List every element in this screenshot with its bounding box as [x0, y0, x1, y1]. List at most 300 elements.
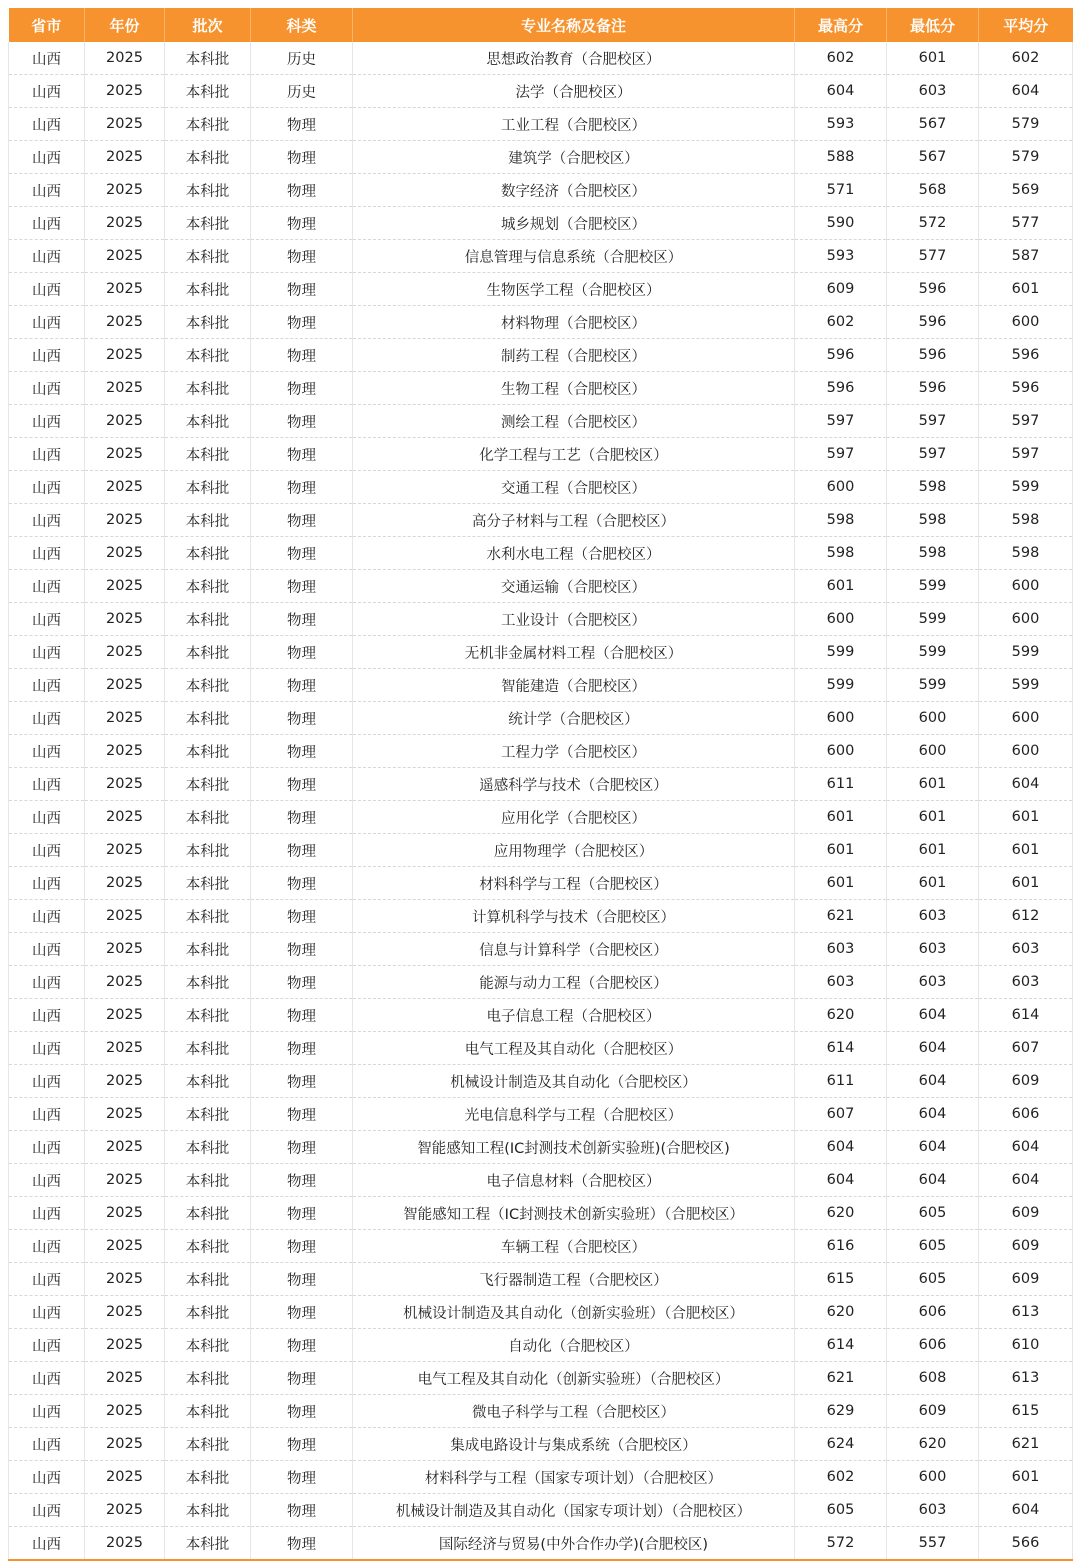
- cell-year: 2025: [85, 1494, 165, 1527]
- cell-batch: 本科批: [165, 537, 251, 570]
- cell-year: 2025: [85, 1098, 165, 1131]
- cell-max-score: 600: [795, 735, 887, 768]
- cell-avg-score: 566: [979, 1527, 1073, 1561]
- cell-min-score: 599: [887, 603, 979, 636]
- cell-subject-type: 物理: [251, 900, 353, 933]
- table-row: [9, 1494, 1073, 1527]
- cell-subject-type: 物理: [251, 1494, 353, 1527]
- cell-batch: 本科批: [165, 273, 251, 306]
- cell-max-score: 596: [795, 339, 887, 372]
- cell-major-name: 交通工程（合肥校区）: [353, 471, 795, 504]
- table-row: [9, 570, 1073, 603]
- cell-min-score: 601: [887, 801, 979, 834]
- cell-avg-score: 599: [979, 636, 1073, 669]
- cell-max-score: 590: [795, 207, 887, 240]
- table-row: [9, 999, 1073, 1032]
- cell-major-name: 电子信息材料（合肥校区）: [353, 1164, 795, 1197]
- cell-subject-type: 物理: [251, 735, 353, 768]
- cell-year: 2025: [85, 537, 165, 570]
- header-max-score: 最高分: [795, 8, 887, 42]
- cell-batch: 本科批: [165, 768, 251, 801]
- cell-min-score: 603: [887, 966, 979, 999]
- table-row: [9, 735, 1073, 768]
- cell-year: 2025: [85, 1527, 165, 1561]
- cell-province: 山西: [9, 768, 85, 801]
- cell-major-name: 飞行器制造工程（合肥校区）: [353, 1263, 795, 1296]
- cell-batch: 本科批: [165, 1362, 251, 1395]
- cell-province: 山西: [9, 1131, 85, 1164]
- cell-batch: 本科批: [165, 1197, 251, 1230]
- cell-year: 2025: [85, 273, 165, 306]
- cell-max-score: 611: [795, 1065, 887, 1098]
- cell-min-score: 605: [887, 1230, 979, 1263]
- cell-min-score: 600: [887, 702, 979, 735]
- cell-province: 山西: [9, 108, 85, 141]
- cell-subject-type: 物理: [251, 1263, 353, 1296]
- cell-subject-type: 物理: [251, 768, 353, 801]
- cell-batch: 本科批: [165, 1461, 251, 1494]
- cell-min-score: 606: [887, 1329, 979, 1362]
- cell-max-score: 600: [795, 603, 887, 636]
- cell-year: 2025: [85, 768, 165, 801]
- cell-max-score: 601: [795, 801, 887, 834]
- cell-subject-type: 物理: [251, 240, 353, 273]
- cell-batch: 本科批: [165, 207, 251, 240]
- cell-max-score: 588: [795, 141, 887, 174]
- cell-province: 山西: [9, 42, 85, 75]
- cell-avg-score: 603: [979, 966, 1073, 999]
- cell-year: 2025: [85, 1131, 165, 1164]
- cell-year: 2025: [85, 174, 165, 207]
- cell-batch: 本科批: [165, 1131, 251, 1164]
- cell-subject-type: 物理: [251, 801, 353, 834]
- cell-year: 2025: [85, 933, 165, 966]
- cell-subject-type: 物理: [251, 1098, 353, 1131]
- header-province: 省市: [9, 8, 85, 42]
- cell-year: 2025: [85, 1428, 165, 1461]
- cell-subject-type: 历史: [251, 75, 353, 108]
- cell-batch: 本科批: [165, 999, 251, 1032]
- cell-subject-type: 物理: [251, 372, 353, 405]
- cell-subject-type: 物理: [251, 174, 353, 207]
- cell-batch: 本科批: [165, 1164, 251, 1197]
- cell-major-name: 建筑学（合肥校区）: [353, 141, 795, 174]
- cell-avg-score: 601: [979, 273, 1073, 306]
- table-row: [9, 702, 1073, 735]
- cell-province: 山西: [9, 1230, 85, 1263]
- cell-min-score: 609: [887, 1395, 979, 1428]
- table-row: [9, 504, 1073, 537]
- cell-avg-score: 606: [979, 1098, 1073, 1131]
- cell-subject-type: 物理: [251, 108, 353, 141]
- cell-year: 2025: [85, 471, 165, 504]
- cell-year: 2025: [85, 900, 165, 933]
- cell-max-score: 620: [795, 1197, 887, 1230]
- cell-major-name: 工业工程（合肥校区）: [353, 108, 795, 141]
- cell-province: 山西: [9, 669, 85, 702]
- table-row: [9, 42, 1073, 75]
- cell-batch: 本科批: [165, 339, 251, 372]
- cell-min-score: 605: [887, 1197, 979, 1230]
- cell-max-score: 599: [795, 636, 887, 669]
- cell-min-score: 601: [887, 42, 979, 75]
- cell-max-score: 602: [795, 1461, 887, 1494]
- cell-batch: 本科批: [165, 1065, 251, 1098]
- cell-avg-score: 599: [979, 471, 1073, 504]
- cell-major-name: 遥感科学与技术（合肥校区）: [353, 768, 795, 801]
- cell-subject-type: 物理: [251, 603, 353, 636]
- cell-avg-score: 604: [979, 75, 1073, 108]
- cell-major-name: 智能建造（合肥校区）: [353, 669, 795, 702]
- table-row: [9, 636, 1073, 669]
- cell-province: 山西: [9, 1098, 85, 1131]
- cell-avg-score: 613: [979, 1296, 1073, 1329]
- cell-batch: 本科批: [165, 801, 251, 834]
- table-row: [9, 933, 1073, 966]
- cell-min-score: 605: [887, 1263, 979, 1296]
- cell-avg-score: 597: [979, 438, 1073, 471]
- cell-avg-score: 600: [979, 702, 1073, 735]
- cell-province: 山西: [9, 570, 85, 603]
- header-major-name: 专业名称及备注: [353, 8, 795, 42]
- table-row: [9, 1461, 1073, 1494]
- cell-avg-score: 596: [979, 339, 1073, 372]
- cell-batch: 本科批: [165, 966, 251, 999]
- cell-batch: 本科批: [165, 735, 251, 768]
- cell-batch: 本科批: [165, 1263, 251, 1296]
- cell-avg-score: 600: [979, 735, 1073, 768]
- cell-avg-score: 597: [979, 405, 1073, 438]
- cell-year: 2025: [85, 1263, 165, 1296]
- table-row: [9, 1263, 1073, 1296]
- cell-avg-score: 598: [979, 504, 1073, 537]
- table-body: [9, 42, 1073, 1560]
- cell-min-score: 603: [887, 75, 979, 108]
- cell-year: 2025: [85, 207, 165, 240]
- admission-score-table: [8, 8, 1073, 1561]
- cell-subject-type: 物理: [251, 339, 353, 372]
- cell-year: 2025: [85, 570, 165, 603]
- cell-province: 山西: [9, 1494, 85, 1527]
- cell-max-score: 601: [795, 570, 887, 603]
- cell-major-name: 能源与动力工程（合肥校区）: [353, 966, 795, 999]
- table-row: [9, 438, 1073, 471]
- cell-major-name: 机械设计制造及其自动化（国家专项计划）（合肥校区）: [353, 1494, 795, 1527]
- cell-avg-score: 609: [979, 1065, 1073, 1098]
- cell-major-name: 集成电路设计与集成系统（合肥校区）: [353, 1428, 795, 1461]
- cell-min-score: 603: [887, 933, 979, 966]
- cell-max-score: 602: [795, 42, 887, 75]
- cell-avg-score: 600: [979, 603, 1073, 636]
- cell-major-name: 测绘工程（合肥校区）: [353, 405, 795, 438]
- cell-subject-type: 物理: [251, 834, 353, 867]
- cell-min-score: 604: [887, 1098, 979, 1131]
- cell-year: 2025: [85, 405, 165, 438]
- table-row: [9, 339, 1073, 372]
- cell-subject-type: 物理: [251, 1428, 353, 1461]
- cell-avg-score: 579: [979, 141, 1073, 174]
- table-row: [9, 801, 1073, 834]
- cell-province: 山西: [9, 273, 85, 306]
- cell-min-score: 577: [887, 240, 979, 273]
- table-row: [9, 1527, 1073, 1561]
- cell-subject-type: 物理: [251, 669, 353, 702]
- cell-min-score: 600: [887, 1461, 979, 1494]
- cell-major-name: 高分子材料与工程（合肥校区）: [353, 504, 795, 537]
- cell-batch: 本科批: [165, 372, 251, 405]
- cell-major-name: 应用物理学（合肥校区）: [353, 834, 795, 867]
- cell-batch: 本科批: [165, 1098, 251, 1131]
- cell-min-score: 597: [887, 438, 979, 471]
- cell-max-score: 614: [795, 1032, 887, 1065]
- cell-province: 山西: [9, 306, 85, 339]
- cell-min-score: 601: [887, 834, 979, 867]
- cell-batch: 本科批: [165, 1296, 251, 1329]
- cell-batch: 本科批: [165, 405, 251, 438]
- cell-max-score: 599: [795, 669, 887, 702]
- cell-min-score: 601: [887, 768, 979, 801]
- cell-min-score: 604: [887, 999, 979, 1032]
- cell-max-score: 605: [795, 1494, 887, 1527]
- cell-batch: 本科批: [165, 141, 251, 174]
- cell-province: 山西: [9, 702, 85, 735]
- cell-year: 2025: [85, 1395, 165, 1428]
- cell-year: 2025: [85, 306, 165, 339]
- cell-avg-score: 601: [979, 801, 1073, 834]
- cell-province: 山西: [9, 801, 85, 834]
- cell-subject-type: 物理: [251, 1065, 353, 1098]
- table-row: [9, 1329, 1073, 1362]
- cell-subject-type: 物理: [251, 306, 353, 339]
- cell-year: 2025: [85, 1032, 165, 1065]
- table-row: [9, 1395, 1073, 1428]
- table-header-row: [9, 8, 1073, 42]
- cell-min-score: 598: [887, 504, 979, 537]
- cell-province: 山西: [9, 1065, 85, 1098]
- cell-avg-score: 612: [979, 900, 1073, 933]
- cell-batch: 本科批: [165, 438, 251, 471]
- cell-province: 山西: [9, 1329, 85, 1362]
- table-row: [9, 471, 1073, 504]
- cell-province: 山西: [9, 141, 85, 174]
- cell-province: 山西: [9, 207, 85, 240]
- cell-max-score: 614: [795, 1329, 887, 1362]
- cell-major-name: 电气工程及其自动化（创新实验班）（合肥校区）: [353, 1362, 795, 1395]
- cell-batch: 本科批: [165, 1527, 251, 1561]
- cell-max-score: 624: [795, 1428, 887, 1461]
- cell-year: 2025: [85, 1329, 165, 1362]
- cell-avg-score: 596: [979, 372, 1073, 405]
- cell-major-name: 化学工程与工艺（合肥校区）: [353, 438, 795, 471]
- cell-province: 山西: [9, 537, 85, 570]
- cell-max-score: 600: [795, 471, 887, 504]
- cell-min-score: 600: [887, 735, 979, 768]
- table-row: [9, 1131, 1073, 1164]
- cell-major-name: 机械设计制造及其自动化（合肥校区）: [353, 1065, 795, 1098]
- cell-batch: 本科批: [165, 174, 251, 207]
- cell-min-score: 604: [887, 1032, 979, 1065]
- cell-province: 山西: [9, 1527, 85, 1561]
- cell-avg-score: 602: [979, 42, 1073, 75]
- cell-province: 山西: [9, 933, 85, 966]
- cell-major-name: 法学（合肥校区）: [353, 75, 795, 108]
- table-row: [9, 966, 1073, 999]
- cell-major-name: 生物医学工程（合肥校区）: [353, 273, 795, 306]
- cell-avg-score: 609: [979, 1197, 1073, 1230]
- cell-province: 山西: [9, 1296, 85, 1329]
- cell-year: 2025: [85, 636, 165, 669]
- cell-province: 山西: [9, 339, 85, 372]
- cell-major-name: 信息与计算科学（合肥校区）: [353, 933, 795, 966]
- cell-batch: 本科批: [165, 636, 251, 669]
- cell-max-score: 604: [795, 1131, 887, 1164]
- cell-batch: 本科批: [165, 933, 251, 966]
- cell-province: 山西: [9, 75, 85, 108]
- cell-avg-score: 601: [979, 834, 1073, 867]
- table-row: [9, 1230, 1073, 1263]
- cell-min-score: 596: [887, 339, 979, 372]
- cell-max-score: 598: [795, 537, 887, 570]
- cell-year: 2025: [85, 372, 165, 405]
- cell-subject-type: 物理: [251, 207, 353, 240]
- cell-min-score: 596: [887, 273, 979, 306]
- cell-batch: 本科批: [165, 471, 251, 504]
- cell-min-score: 608: [887, 1362, 979, 1395]
- cell-province: 山西: [9, 1461, 85, 1494]
- cell-major-name: 工程力学（合肥校区）: [353, 735, 795, 768]
- cell-max-score: 602: [795, 306, 887, 339]
- table-row: [9, 174, 1073, 207]
- cell-major-name: 国际经济与贸易(中外合作办学)(合肥校区): [353, 1527, 795, 1561]
- cell-major-name: 生物工程（合肥校区）: [353, 372, 795, 405]
- cell-major-name: 无机非金属材料工程（合肥校区）: [353, 636, 795, 669]
- table-row: [9, 1032, 1073, 1065]
- cell-year: 2025: [85, 735, 165, 768]
- cell-batch: 本科批: [165, 1494, 251, 1527]
- cell-max-score: 572: [795, 1527, 887, 1561]
- cell-subject-type: 物理: [251, 471, 353, 504]
- cell-province: 山西: [9, 1197, 85, 1230]
- cell-batch: 本科批: [165, 75, 251, 108]
- cell-min-score: 568: [887, 174, 979, 207]
- cell-major-name: 计算机科学与技术（合肥校区）: [353, 900, 795, 933]
- table-row: [9, 1098, 1073, 1131]
- cell-avg-score: 600: [979, 570, 1073, 603]
- table-row: [9, 867, 1073, 900]
- table-row: [9, 240, 1073, 273]
- cell-major-name: 电气工程及其自动化（合肥校区）: [353, 1032, 795, 1065]
- cell-province: 山西: [9, 174, 85, 207]
- header-avg-score: 平均分: [979, 8, 1073, 42]
- cell-max-score: 607: [795, 1098, 887, 1131]
- score-table-container: [8, 8, 1072, 1561]
- cell-major-name: 电子信息工程（合肥校区）: [353, 999, 795, 1032]
- cell-batch: 本科批: [165, 306, 251, 339]
- cell-avg-score: 601: [979, 1461, 1073, 1494]
- cell-major-name: 城乡规划（合肥校区）: [353, 207, 795, 240]
- cell-batch: 本科批: [165, 1395, 251, 1428]
- cell-province: 山西: [9, 1362, 85, 1395]
- cell-major-name: 应用化学（合肥校区）: [353, 801, 795, 834]
- cell-major-name: 材料物理（合肥校区）: [353, 306, 795, 339]
- cell-batch: 本科批: [165, 867, 251, 900]
- cell-year: 2025: [85, 702, 165, 735]
- table-row: [9, 669, 1073, 702]
- cell-province: 山西: [9, 1428, 85, 1461]
- table-row: [9, 1164, 1073, 1197]
- cell-min-score: 601: [887, 867, 979, 900]
- cell-avg-score: 601: [979, 867, 1073, 900]
- cell-year: 2025: [85, 108, 165, 141]
- cell-avg-score: 604: [979, 768, 1073, 801]
- cell-avg-score: 604: [979, 1494, 1073, 1527]
- cell-year: 2025: [85, 75, 165, 108]
- cell-subject-type: 物理: [251, 405, 353, 438]
- cell-max-score: 597: [795, 438, 887, 471]
- cell-min-score: 603: [887, 900, 979, 933]
- cell-min-score: 606: [887, 1296, 979, 1329]
- cell-subject-type: 物理: [251, 438, 353, 471]
- cell-batch: 本科批: [165, 603, 251, 636]
- cell-avg-score: 569: [979, 174, 1073, 207]
- cell-max-score: 620: [795, 1296, 887, 1329]
- table-row: [9, 141, 1073, 174]
- cell-min-score: 598: [887, 537, 979, 570]
- cell-batch: 本科批: [165, 1032, 251, 1065]
- cell-avg-score: 615: [979, 1395, 1073, 1428]
- cell-subject-type: 物理: [251, 1230, 353, 1263]
- cell-batch: 本科批: [165, 1230, 251, 1263]
- cell-min-score: 604: [887, 1065, 979, 1098]
- cell-batch: 本科批: [165, 900, 251, 933]
- cell-major-name: 微电子科学与工程（合肥校区）: [353, 1395, 795, 1428]
- cell-min-score: 597: [887, 405, 979, 438]
- cell-province: 山西: [9, 372, 85, 405]
- cell-avg-score: 604: [979, 1164, 1073, 1197]
- cell-avg-score: 621: [979, 1428, 1073, 1461]
- cell-max-score: 603: [795, 933, 887, 966]
- cell-subject-type: 物理: [251, 1461, 353, 1494]
- cell-subject-type: 物理: [251, 1362, 353, 1395]
- header-subject-type: 科类: [251, 8, 353, 42]
- cell-min-score: 604: [887, 1164, 979, 1197]
- cell-batch: 本科批: [165, 834, 251, 867]
- cell-min-score: 620: [887, 1428, 979, 1461]
- table-row: [9, 1065, 1073, 1098]
- cell-max-score: 600: [795, 702, 887, 735]
- cell-subject-type: 物理: [251, 1329, 353, 1362]
- cell-subject-type: 物理: [251, 1527, 353, 1561]
- table-row: [9, 1362, 1073, 1395]
- cell-year: 2025: [85, 42, 165, 75]
- cell-major-name: 数字经济（合肥校区）: [353, 174, 795, 207]
- cell-min-score: 557: [887, 1527, 979, 1561]
- cell-min-score: 599: [887, 570, 979, 603]
- cell-year: 2025: [85, 603, 165, 636]
- cell-max-score: 615: [795, 1263, 887, 1296]
- table-row: [9, 537, 1073, 570]
- cell-min-score: 572: [887, 207, 979, 240]
- cell-province: 山西: [9, 900, 85, 933]
- cell-year: 2025: [85, 1296, 165, 1329]
- cell-province: 山西: [9, 834, 85, 867]
- cell-province: 山西: [9, 636, 85, 669]
- cell-avg-score: 613: [979, 1362, 1073, 1395]
- cell-batch: 本科批: [165, 570, 251, 603]
- cell-max-score: 571: [795, 174, 887, 207]
- table-row: [9, 372, 1073, 405]
- cell-max-score: 621: [795, 1362, 887, 1395]
